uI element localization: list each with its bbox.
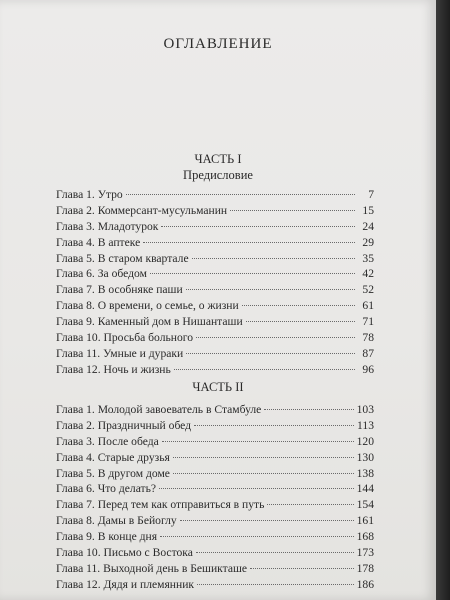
chapter-title: Глава 4. В аптеке — [56, 235, 141, 249]
toc-entry — [56, 346, 374, 362]
part-1-subtitle: Предисловие — [183, 168, 253, 182]
toc-entry — [56, 561, 374, 577]
toc-entry — [56, 481, 374, 497]
toc-entry — [56, 418, 374, 434]
toc-entry — [56, 219, 374, 235]
chapter-title: Глава 11. Умные и дураки — [56, 346, 184, 360]
dot-leader — [159, 487, 354, 489]
toc-entry — [56, 282, 374, 298]
toc-entry — [56, 497, 374, 513]
page-number: 15 — [362, 203, 374, 217]
dot-leader — [230, 209, 355, 211]
page-title: ОГЛАВЛЕНИЕ — [163, 36, 273, 52]
dot-leader — [160, 535, 354, 537]
page-number: 138 — [356, 466, 374, 480]
toc-entry — [56, 235, 374, 251]
dot-leader — [180, 519, 354, 521]
page-number: 154 — [356, 498, 374, 512]
chapter-title: Глава 5. В другом доме — [56, 466, 170, 480]
dot-leader — [143, 241, 355, 243]
page-number: 61 — [362, 299, 374, 313]
chapter-title: Глава 10. Письмо с Востока — [56, 546, 193, 560]
chapter-title: Глава 3. Младотурок — [56, 219, 159, 233]
page-number: 78 — [362, 331, 374, 345]
toc-entry — [56, 402, 374, 418]
page-number: 29 — [362, 235, 374, 249]
dot-leader — [126, 193, 355, 195]
book-edge — [436, 0, 450, 600]
toc-entry — [56, 203, 374, 219]
dot-leader — [196, 336, 355, 338]
page-number: 168 — [356, 530, 374, 544]
toc-entry — [56, 298, 374, 314]
part-1-title: ЧАСТЬ I — [194, 152, 242, 166]
chapter-title: Глава 6. За обедом — [56, 267, 147, 281]
chapter-title: Глава 1. Молодой завоеватель в Стамбуле — [56, 403, 262, 416]
dot-leader — [150, 272, 355, 274]
chapter-title: Глава 12. Ночь и жизнь — [56, 362, 171, 376]
page-number: 186 — [356, 577, 374, 591]
chapter-title: Глава 9. Каменный дом в Нишанташи — [56, 315, 243, 329]
page-number: 7 — [368, 188, 374, 201]
page-number: 52 — [362, 283, 374, 297]
toc-entry — [56, 513, 374, 529]
chapter-title: Глава 10. Просьба больного — [56, 331, 194, 345]
chapter-title: Глава 6. Что делать? — [56, 482, 157, 496]
toc-entry — [56, 187, 374, 203]
page-number: 103 — [356, 403, 374, 416]
part-2-title: ЧАСТЬ II — [192, 380, 244, 394]
toc-entry — [56, 266, 374, 282]
dot-leader — [173, 472, 354, 474]
chapter-title: Глава 1. Утро — [56, 188, 123, 201]
page-number: 144 — [356, 482, 374, 496]
dot-leader — [197, 583, 354, 585]
page-number: 42 — [362, 267, 374, 281]
page-number: 24 — [362, 219, 374, 233]
page-number: 173 — [356, 546, 374, 560]
chapter-title: Глава 4. Старые друзья — [56, 450, 170, 464]
toc-entry — [56, 362, 374, 378]
part-2-chapter-list — [56, 402, 374, 593]
chapter-title: Глава 9. В конце дня — [56, 530, 158, 544]
chapter-title: Глава 2. Праздничный обед — [56, 418, 192, 432]
part-1-chapter-list — [56, 187, 374, 378]
dot-leader — [173, 456, 354, 458]
page-number: 35 — [362, 251, 374, 265]
page-number: 178 — [356, 561, 374, 575]
dot-leader — [174, 368, 355, 370]
toc-entry — [56, 251, 374, 267]
toc-entry — [56, 450, 374, 466]
toc-entry — [56, 545, 374, 561]
page-number: 161 — [356, 514, 374, 528]
dot-leader — [194, 424, 354, 426]
chapter-title: Глава 3. После обеда — [56, 434, 159, 448]
chapter-title: Глава 8. Дамы в Бейоглу — [56, 514, 177, 528]
page-number: 113 — [357, 418, 374, 432]
toc-entry — [56, 434, 374, 450]
page-number: 87 — [362, 346, 374, 360]
chapter-title: Глава 11. Выходной день в Бешикташе — [56, 561, 248, 575]
chapter-title: Глава 12. Дядя и племянник — [56, 577, 195, 591]
toc-entry — [56, 577, 374, 593]
dot-leader — [162, 440, 354, 442]
toc-entry — [56, 466, 374, 482]
chapter-title: Глава 5. В старом квартале — [56, 251, 189, 265]
chapter-title: Глава 7. В особняке паши — [56, 283, 183, 297]
page-number: 120 — [356, 434, 374, 448]
toc-entry — [56, 529, 374, 545]
dot-leader — [192, 257, 355, 259]
chapter-title: Глава 7. Перед тем как отправиться в путь — [56, 498, 265, 512]
page-number: 130 — [356, 450, 374, 464]
toc-entry — [56, 314, 374, 330]
dot-leader — [196, 551, 354, 553]
page-number: 96 — [362, 362, 374, 376]
dot-leader — [250, 567, 354, 569]
dot-leader — [161, 225, 355, 227]
page-number: 71 — [362, 315, 374, 329]
chapter-title: Глава 8. О времени, о семье, о жизни — [56, 299, 239, 313]
dot-leader — [242, 304, 355, 306]
toc-entry — [56, 330, 374, 346]
dot-leader — [264, 408, 353, 410]
dot-leader — [267, 503, 353, 505]
dot-leader — [246, 320, 355, 322]
dot-leader — [186, 352, 355, 354]
chapter-title: Глава 2. Коммерсант-мусульманин — [56, 203, 228, 217]
dot-leader — [186, 288, 355, 290]
